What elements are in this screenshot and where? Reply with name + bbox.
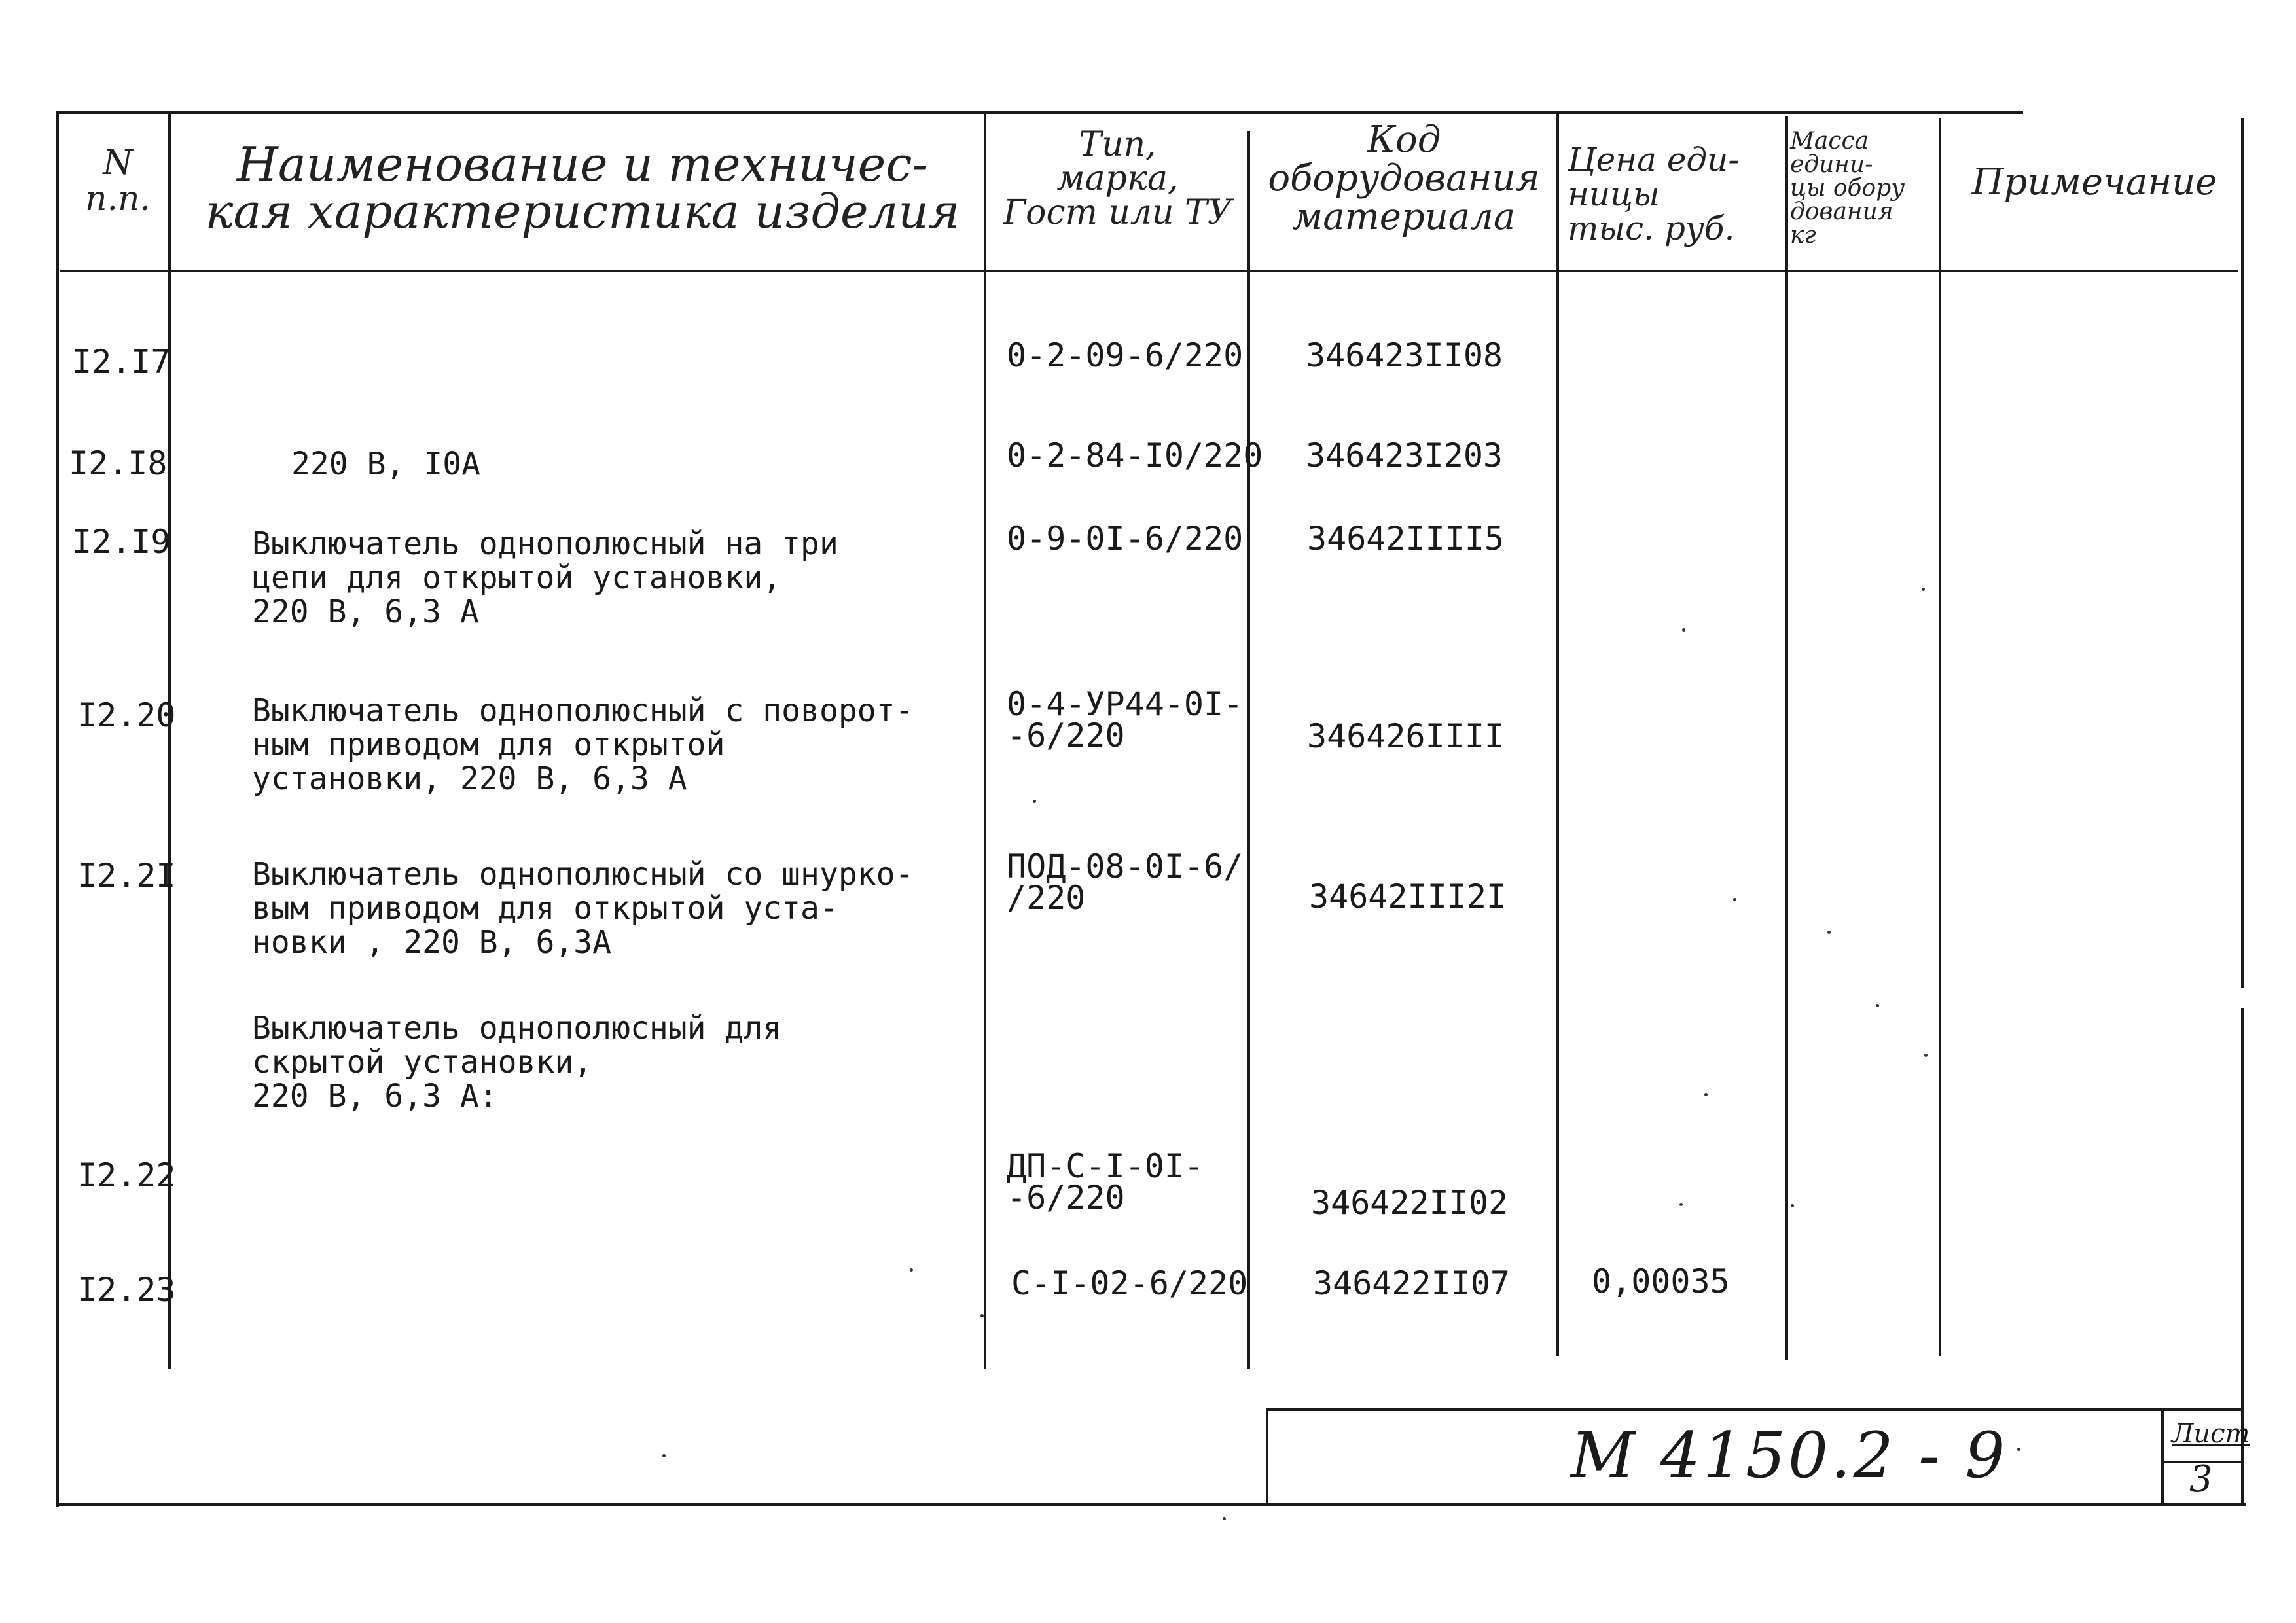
stamp-top-rule bbox=[1267, 1408, 2244, 1411]
row-desc: Выключатель однополюсный со шнурко- вым приводом для открытой уста- новки , 220 В, 6,3А bbox=[252, 856, 914, 961]
scan-speck bbox=[1682, 628, 1685, 632]
header-mass: Масса едини- цы обору дования кг bbox=[1790, 128, 1905, 249]
stamp-left-rule bbox=[1266, 1408, 1268, 1505]
row-code: 34642IIII5 bbox=[1307, 520, 1505, 558]
row-type: С-I-02-6/220 bbox=[1011, 1264, 1248, 1302]
scan-speck bbox=[1033, 800, 1036, 803]
row-num: I2.2I bbox=[77, 857, 176, 895]
row-code: 346422II02 bbox=[1311, 1184, 1509, 1222]
scan-speck bbox=[1223, 1517, 1226, 1520]
row-num: I2.I8 bbox=[69, 444, 168, 482]
row-price: 0,00035 bbox=[1592, 1262, 1730, 1300]
col-divider-code bbox=[1556, 113, 1559, 1356]
scan-speck bbox=[1733, 898, 1736, 901]
row-type: 0-4-УР44-0I- -6/220 bbox=[1007, 685, 1244, 755]
row-num: I2.23 bbox=[77, 1271, 176, 1309]
row-num: I2.I9 bbox=[72, 523, 171, 561]
col-divider-price bbox=[1785, 116, 1788, 1360]
row-code: 346423II08 bbox=[1306, 336, 1503, 374]
sheet-label: Лист bbox=[2172, 1419, 2250, 1449]
scan-speck bbox=[662, 1454, 666, 1457]
header-type: Тип, марка, Гост или ТУ bbox=[1003, 125, 1232, 232]
col-divider-name bbox=[984, 113, 986, 1369]
scan-speck bbox=[1679, 1203, 1683, 1206]
scan-speck bbox=[980, 1314, 984, 1317]
header-name: Наименование и техничес- кая характеристика изделия bbox=[205, 137, 960, 239]
right-border bbox=[2241, 118, 2244, 988]
row-code: 34642III2I bbox=[1309, 878, 1507, 916]
header-price: Цена еди- ницы тыс. руб. bbox=[1568, 141, 1740, 247]
top-border bbox=[56, 111, 2023, 114]
header-bottom-rule bbox=[60, 270, 2238, 272]
row-code: 346423I203 bbox=[1306, 437, 1503, 474]
scan-speck bbox=[2017, 1448, 2020, 1451]
row-num: I2.20 bbox=[77, 696, 176, 734]
left-border bbox=[56, 113, 59, 1507]
row-type: 0-2-84-I0/220 bbox=[1007, 437, 1263, 474]
sheet-number: 3 bbox=[2189, 1458, 2213, 1501]
row-num: I2.I7 bbox=[72, 343, 171, 381]
scan-speck bbox=[1924, 1054, 1928, 1057]
document-code: М 4150.2 - 9 bbox=[1571, 1419, 2008, 1492]
stamp-sheet-divider bbox=[2161, 1408, 2164, 1505]
scan-speck bbox=[1704, 1093, 1708, 1096]
row-desc: Выключатель однополюсный с поворот- ным приводом для открытой установки, 220 В, 6,3 А bbox=[252, 692, 914, 797]
scan-speck bbox=[910, 1268, 913, 1272]
row-desc: 220 В, I0А bbox=[291, 446, 480, 482]
row-type: ДП-С-I-0I- -6/220 bbox=[1007, 1147, 1204, 1217]
row-desc: Выключатель однополюсный для скрытой установки, 220 В, 6,3 А: bbox=[252, 1010, 782, 1115]
header-code: Код оборудования материала bbox=[1268, 118, 1540, 238]
header-num: N п.п. bbox=[84, 143, 151, 219]
col-divider-mass bbox=[1939, 118, 1941, 1356]
scan-speck bbox=[1827, 931, 1831, 934]
row-num: I2.22 bbox=[77, 1156, 176, 1194]
bottom-border bbox=[56, 1503, 2246, 1506]
row-code: 346426IIII bbox=[1307, 717, 1505, 755]
col-divider-type bbox=[1247, 131, 1250, 1369]
row-type: 0-2-09-6/220 bbox=[1007, 336, 1244, 374]
row-type: ПОД-08-0I-6/ /220 bbox=[1007, 847, 1244, 917]
row-desc: Выключатель однополюсный на три цепи для открытой установки, 220 В, 6,3 А bbox=[252, 526, 838, 630]
row-type: 0-9-0I-6/220 bbox=[1007, 520, 1244, 558]
scan-speck bbox=[1791, 1204, 1794, 1207]
scan-speck bbox=[1876, 1004, 1879, 1007]
scan-speck bbox=[1922, 588, 1925, 591]
row-code: 346422II07 bbox=[1313, 1264, 1511, 1302]
header-note: Примечание bbox=[1971, 161, 2217, 204]
